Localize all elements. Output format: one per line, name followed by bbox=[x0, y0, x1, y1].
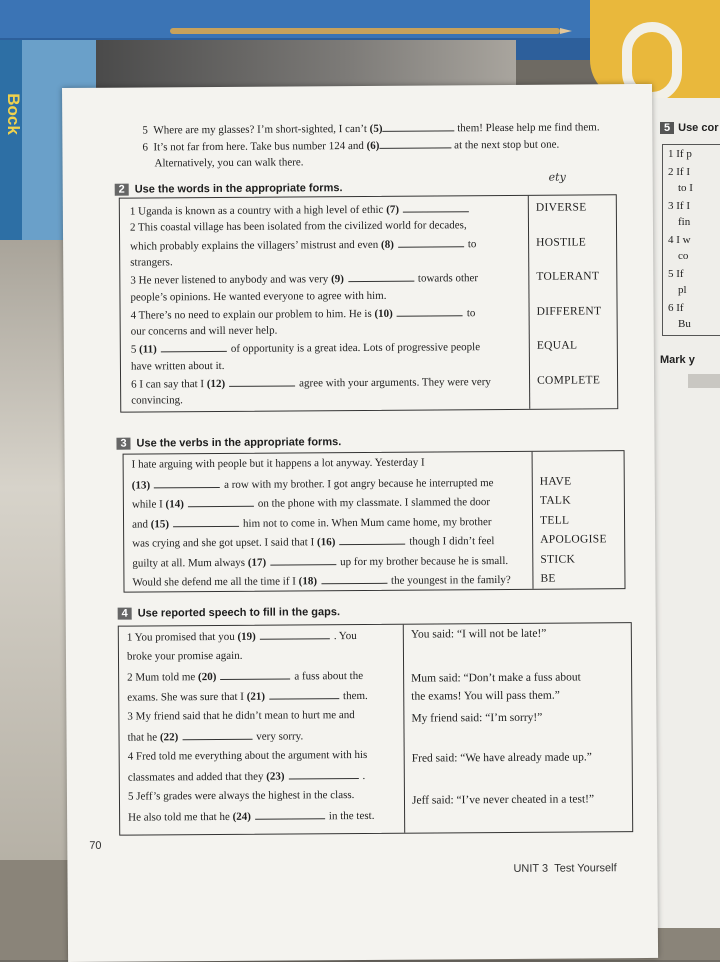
right-line: 2 If I bbox=[668, 166, 690, 178]
keyword: DIFFERENT bbox=[536, 305, 602, 318]
exercise-line bbox=[132, 515, 492, 531]
word-column-divider bbox=[532, 452, 534, 589]
line-text: was crying and she got upset. I said that I bbox=[132, 536, 318, 550]
item-text: It’s not far from here. Take bus number 124 and bbox=[153, 139, 364, 154]
line-text: . bbox=[362, 769, 366, 782]
section-2-heading bbox=[115, 182, 343, 196]
exercise-line bbox=[128, 789, 355, 803]
gap-label: (14) bbox=[165, 498, 184, 511]
line-text: have written about it. bbox=[130, 359, 225, 373]
gap-label: (13) bbox=[131, 478, 151, 492]
line-text: 3 My friend said that he didn’t mean to hurt me and bbox=[127, 709, 355, 723]
line-text: while I bbox=[131, 498, 166, 511]
quote: Mum said: “Don’t make a fuss about bbox=[411, 671, 581, 685]
exercise-line bbox=[131, 395, 183, 407]
gap-label: (21) bbox=[246, 690, 266, 703]
keyword: COMPLETE bbox=[537, 374, 601, 387]
gap-blank[interactable] bbox=[220, 669, 290, 679]
line-text: towards other bbox=[417, 272, 479, 285]
exercise-line bbox=[130, 220, 467, 234]
gap-blank[interactable] bbox=[270, 555, 336, 565]
right-line: 4 I w bbox=[668, 234, 691, 246]
pencil bbox=[170, 28, 560, 34]
gap-blank[interactable] bbox=[161, 342, 227, 352]
line-text: classmates and added that they bbox=[127, 770, 267, 784]
right-line: 1 If p bbox=[668, 148, 692, 160]
gap-label: (7) bbox=[386, 203, 400, 216]
exercise-line bbox=[132, 457, 425, 471]
item-text: Where are my glasses? I’m short-sighted, I can’t bbox=[153, 122, 367, 137]
gap-label: (19) bbox=[237, 630, 256, 643]
gap-label: (23) bbox=[266, 770, 285, 783]
line-text: that he bbox=[127, 731, 160, 744]
line-text: to bbox=[466, 306, 476, 320]
line-text: 2 Mum told me bbox=[127, 671, 199, 684]
right-line: pl bbox=[678, 284, 687, 296]
gap-label: (15) bbox=[150, 517, 170, 530]
quote: the exams! You will pass them.” bbox=[411, 689, 560, 703]
gap-label: (22) bbox=[159, 731, 179, 744]
right-line: to I bbox=[678, 182, 693, 194]
line-text: of opportunity is a great idea. Lots of progressive people bbox=[230, 341, 481, 356]
exercise-line bbox=[130, 256, 173, 268]
line-text: though I didn’t feel bbox=[409, 535, 495, 548]
right-line: fin bbox=[678, 216, 691, 228]
exercise-line bbox=[132, 495, 490, 510]
keyword: STICK bbox=[540, 552, 576, 566]
line-text: them. bbox=[342, 689, 368, 703]
gap-label: (17) bbox=[247, 556, 267, 569]
line-text: which probably explains the villagers’ mistrust and even bbox=[130, 238, 382, 253]
section-2-box bbox=[119, 194, 618, 412]
item-text: at the next stop but one. bbox=[454, 138, 560, 152]
exercise-line bbox=[130, 202, 473, 217]
gap-blank[interactable] bbox=[397, 306, 463, 316]
gap-label: (10) bbox=[374, 307, 393, 320]
gap-blank[interactable] bbox=[382, 121, 454, 132]
exercise-line bbox=[127, 650, 243, 663]
section-number: 2 bbox=[115, 184, 129, 196]
right-section-number: 5 bbox=[660, 122, 674, 134]
exercise-line bbox=[131, 341, 480, 356]
exercise-line bbox=[132, 534, 494, 550]
exercise-line bbox=[127, 669, 363, 684]
exercise-line bbox=[127, 629, 357, 644]
section-title: Use the verbs in the appropriate forms. bbox=[136, 436, 342, 450]
quote-column-divider bbox=[403, 625, 405, 833]
item-6-continued: Alternatively, you can walk there. bbox=[154, 156, 304, 170]
exercise-line bbox=[130, 237, 476, 252]
exercise-line bbox=[128, 809, 374, 824]
gap-label: (11) bbox=[139, 343, 157, 356]
line-text: 1 You promised that you bbox=[126, 630, 238, 644]
line-text: and bbox=[132, 517, 151, 531]
textbook-title: Bock bbox=[3, 93, 23, 135]
gap-blank[interactable] bbox=[255, 809, 325, 819]
right-section-title: Use cor bbox=[678, 122, 719, 134]
exercise-line bbox=[130, 289, 386, 303]
keyword: HAVE bbox=[539, 475, 572, 488]
gap-blank[interactable] bbox=[182, 730, 252, 740]
line-text: to bbox=[467, 237, 477, 250]
line-text: . You bbox=[333, 630, 357, 643]
line-text: our concerns and will never help. bbox=[130, 324, 278, 338]
quote: Fred said: “We have already made up.” bbox=[411, 751, 592, 765]
keyword: EQUAL bbox=[536, 339, 578, 353]
gap-blank[interactable] bbox=[260, 629, 330, 639]
gap-label: (16) bbox=[316, 536, 336, 549]
gap-label: (12) bbox=[206, 377, 226, 391]
line-text: He also told me that he bbox=[128, 810, 233, 824]
exercise-line bbox=[128, 769, 366, 784]
item-6 bbox=[142, 138, 559, 154]
line-text: the youngest in the family? bbox=[390, 573, 511, 587]
gap-blank[interactable] bbox=[269, 689, 339, 699]
right-table-header bbox=[688, 374, 720, 388]
line-text: in the test. bbox=[328, 809, 375, 823]
keyword: HOSTILE bbox=[536, 235, 587, 249]
item-number: 6 bbox=[142, 141, 148, 154]
line-text: him not to come in. When Mum came home, my brother bbox=[242, 515, 492, 530]
exercise-line bbox=[131, 360, 225, 373]
line-text: exams. She was sure that I bbox=[127, 690, 247, 704]
line-text: 5 bbox=[130, 343, 140, 356]
item-text: them! Please help me find them. bbox=[457, 121, 600, 135]
exercise-line bbox=[131, 325, 278, 338]
exercise-line bbox=[127, 689, 368, 704]
line-text: 4 There’s no need to explain our problem to him. He is bbox=[130, 307, 375, 322]
right-page bbox=[648, 98, 720, 928]
gap-blank[interactable] bbox=[188, 497, 254, 507]
line-text: broke your promise again. bbox=[126, 649, 243, 663]
gap-label: (6) bbox=[366, 139, 380, 152]
exercise-line bbox=[132, 553, 508, 569]
page-number: 70 bbox=[89, 839, 102, 852]
gap-blank[interactable] bbox=[379, 138, 451, 149]
line-text: Would she defend me all the time if I bbox=[132, 575, 299, 589]
item-number: 5 bbox=[142, 124, 148, 137]
section-title: Use reported speech to fill in the gaps. bbox=[137, 606, 341, 620]
exercise-line bbox=[130, 271, 478, 286]
keyword: BE bbox=[540, 572, 556, 585]
page-footer bbox=[513, 862, 616, 875]
line-text: I hate arguing with people but it happens a lot anyway. Yesterday I bbox=[131, 456, 425, 471]
exercise-line bbox=[128, 749, 368, 763]
gap-label: (24) bbox=[232, 810, 251, 823]
unit-label: UNIT 3 bbox=[513, 862, 549, 875]
keyword: DIVERSE bbox=[535, 201, 587, 214]
gap-label: (18) bbox=[298, 575, 318, 588]
exercise-line bbox=[132, 476, 494, 492]
section-number: 3 bbox=[116, 438, 130, 450]
exercise-line bbox=[131, 306, 476, 321]
keyword: TOLERANT bbox=[536, 270, 600, 283]
line-text: on the phone with my classmate. I slammed the door bbox=[257, 496, 491, 510]
keyword: APOLOGISE bbox=[540, 533, 607, 546]
exercise-line bbox=[127, 729, 303, 743]
line-text: people’s opinions. He wanted everyone to agree with him. bbox=[130, 289, 387, 304]
line-text: 4 Fred told me everything about the argument with his bbox=[127, 748, 368, 763]
line-text: 2 This coastal village has been isolated from the civilized world for decades, bbox=[129, 219, 467, 234]
quote: You said: “I will not be late!” bbox=[410, 627, 547, 641]
gap-label: (8) bbox=[380, 238, 394, 251]
gap-blank[interactable] bbox=[229, 376, 295, 386]
line-text: 3 He never listened to anybody and was very bbox=[130, 273, 332, 287]
section-title: Use the words in the appropriate forms. bbox=[134, 182, 343, 196]
quote: My friend said: “I’m sorry!” bbox=[411, 711, 543, 725]
line-text: up for my brother because he is small. bbox=[340, 554, 509, 568]
right-line: co bbox=[678, 250, 689, 262]
line-text: 1 Uganda is known as a country with a high level of ethic bbox=[129, 203, 387, 218]
right-line: 6 If bbox=[668, 302, 684, 314]
right-mark-heading: Mark y bbox=[660, 354, 695, 366]
keyword: TELL bbox=[539, 514, 570, 527]
quote: Jeff said: “I’ve never cheated in a test!” bbox=[411, 793, 595, 807]
item-5 bbox=[142, 120, 599, 136]
line-text: guilty at all. Mum always bbox=[132, 556, 248, 570]
gap-blank[interactable] bbox=[321, 574, 387, 584]
gap-label: (5) bbox=[369, 122, 383, 135]
line-text: 6 I can say that I bbox=[131, 378, 207, 391]
exercise-line bbox=[132, 573, 510, 589]
word-column-divider bbox=[528, 196, 530, 409]
gap-label: (9) bbox=[331, 273, 344, 286]
line-text: a row with my brother. I got angry because he interrupted me bbox=[224, 476, 494, 491]
section-3-heading bbox=[116, 436, 341, 450]
section-3-box bbox=[123, 450, 626, 593]
right-section-heading bbox=[660, 122, 718, 134]
gap-blank[interactable] bbox=[339, 535, 405, 545]
gap-blank[interactable] bbox=[398, 237, 464, 247]
exercise-line bbox=[131, 375, 491, 391]
line-text: very sorry. bbox=[256, 730, 304, 743]
line-text: a fuss about the bbox=[294, 669, 364, 683]
section-4-heading bbox=[118, 606, 340, 620]
gap-blank[interactable] bbox=[348, 272, 414, 282]
keyword: TALK bbox=[539, 494, 571, 507]
section-4-box bbox=[118, 622, 633, 836]
right-line: 5 If bbox=[668, 268, 684, 280]
footer-label: Test Yourself bbox=[554, 862, 617, 875]
gap-label: (20) bbox=[197, 670, 217, 684]
gap-blank[interactable] bbox=[173, 516, 239, 526]
gap-blank[interactable] bbox=[288, 769, 358, 779]
gap-blank[interactable] bbox=[403, 202, 469, 212]
line-text: agree with your arguments. They were very bbox=[299, 376, 491, 390]
line-text: convincing. bbox=[131, 394, 183, 407]
exercise-line bbox=[127, 709, 354, 723]
line-text: strangers. bbox=[130, 256, 173, 269]
right-line: 3 If I bbox=[668, 200, 690, 212]
gap-blank[interactable] bbox=[154, 477, 220, 487]
section-number: 4 bbox=[118, 608, 132, 620]
line-text: 5 Jeff’s grades were always the highest in the class. bbox=[127, 789, 355, 803]
workbook-page bbox=[62, 84, 658, 962]
handwritten-note: ety bbox=[548, 170, 566, 184]
right-line: Bu bbox=[678, 318, 691, 330]
